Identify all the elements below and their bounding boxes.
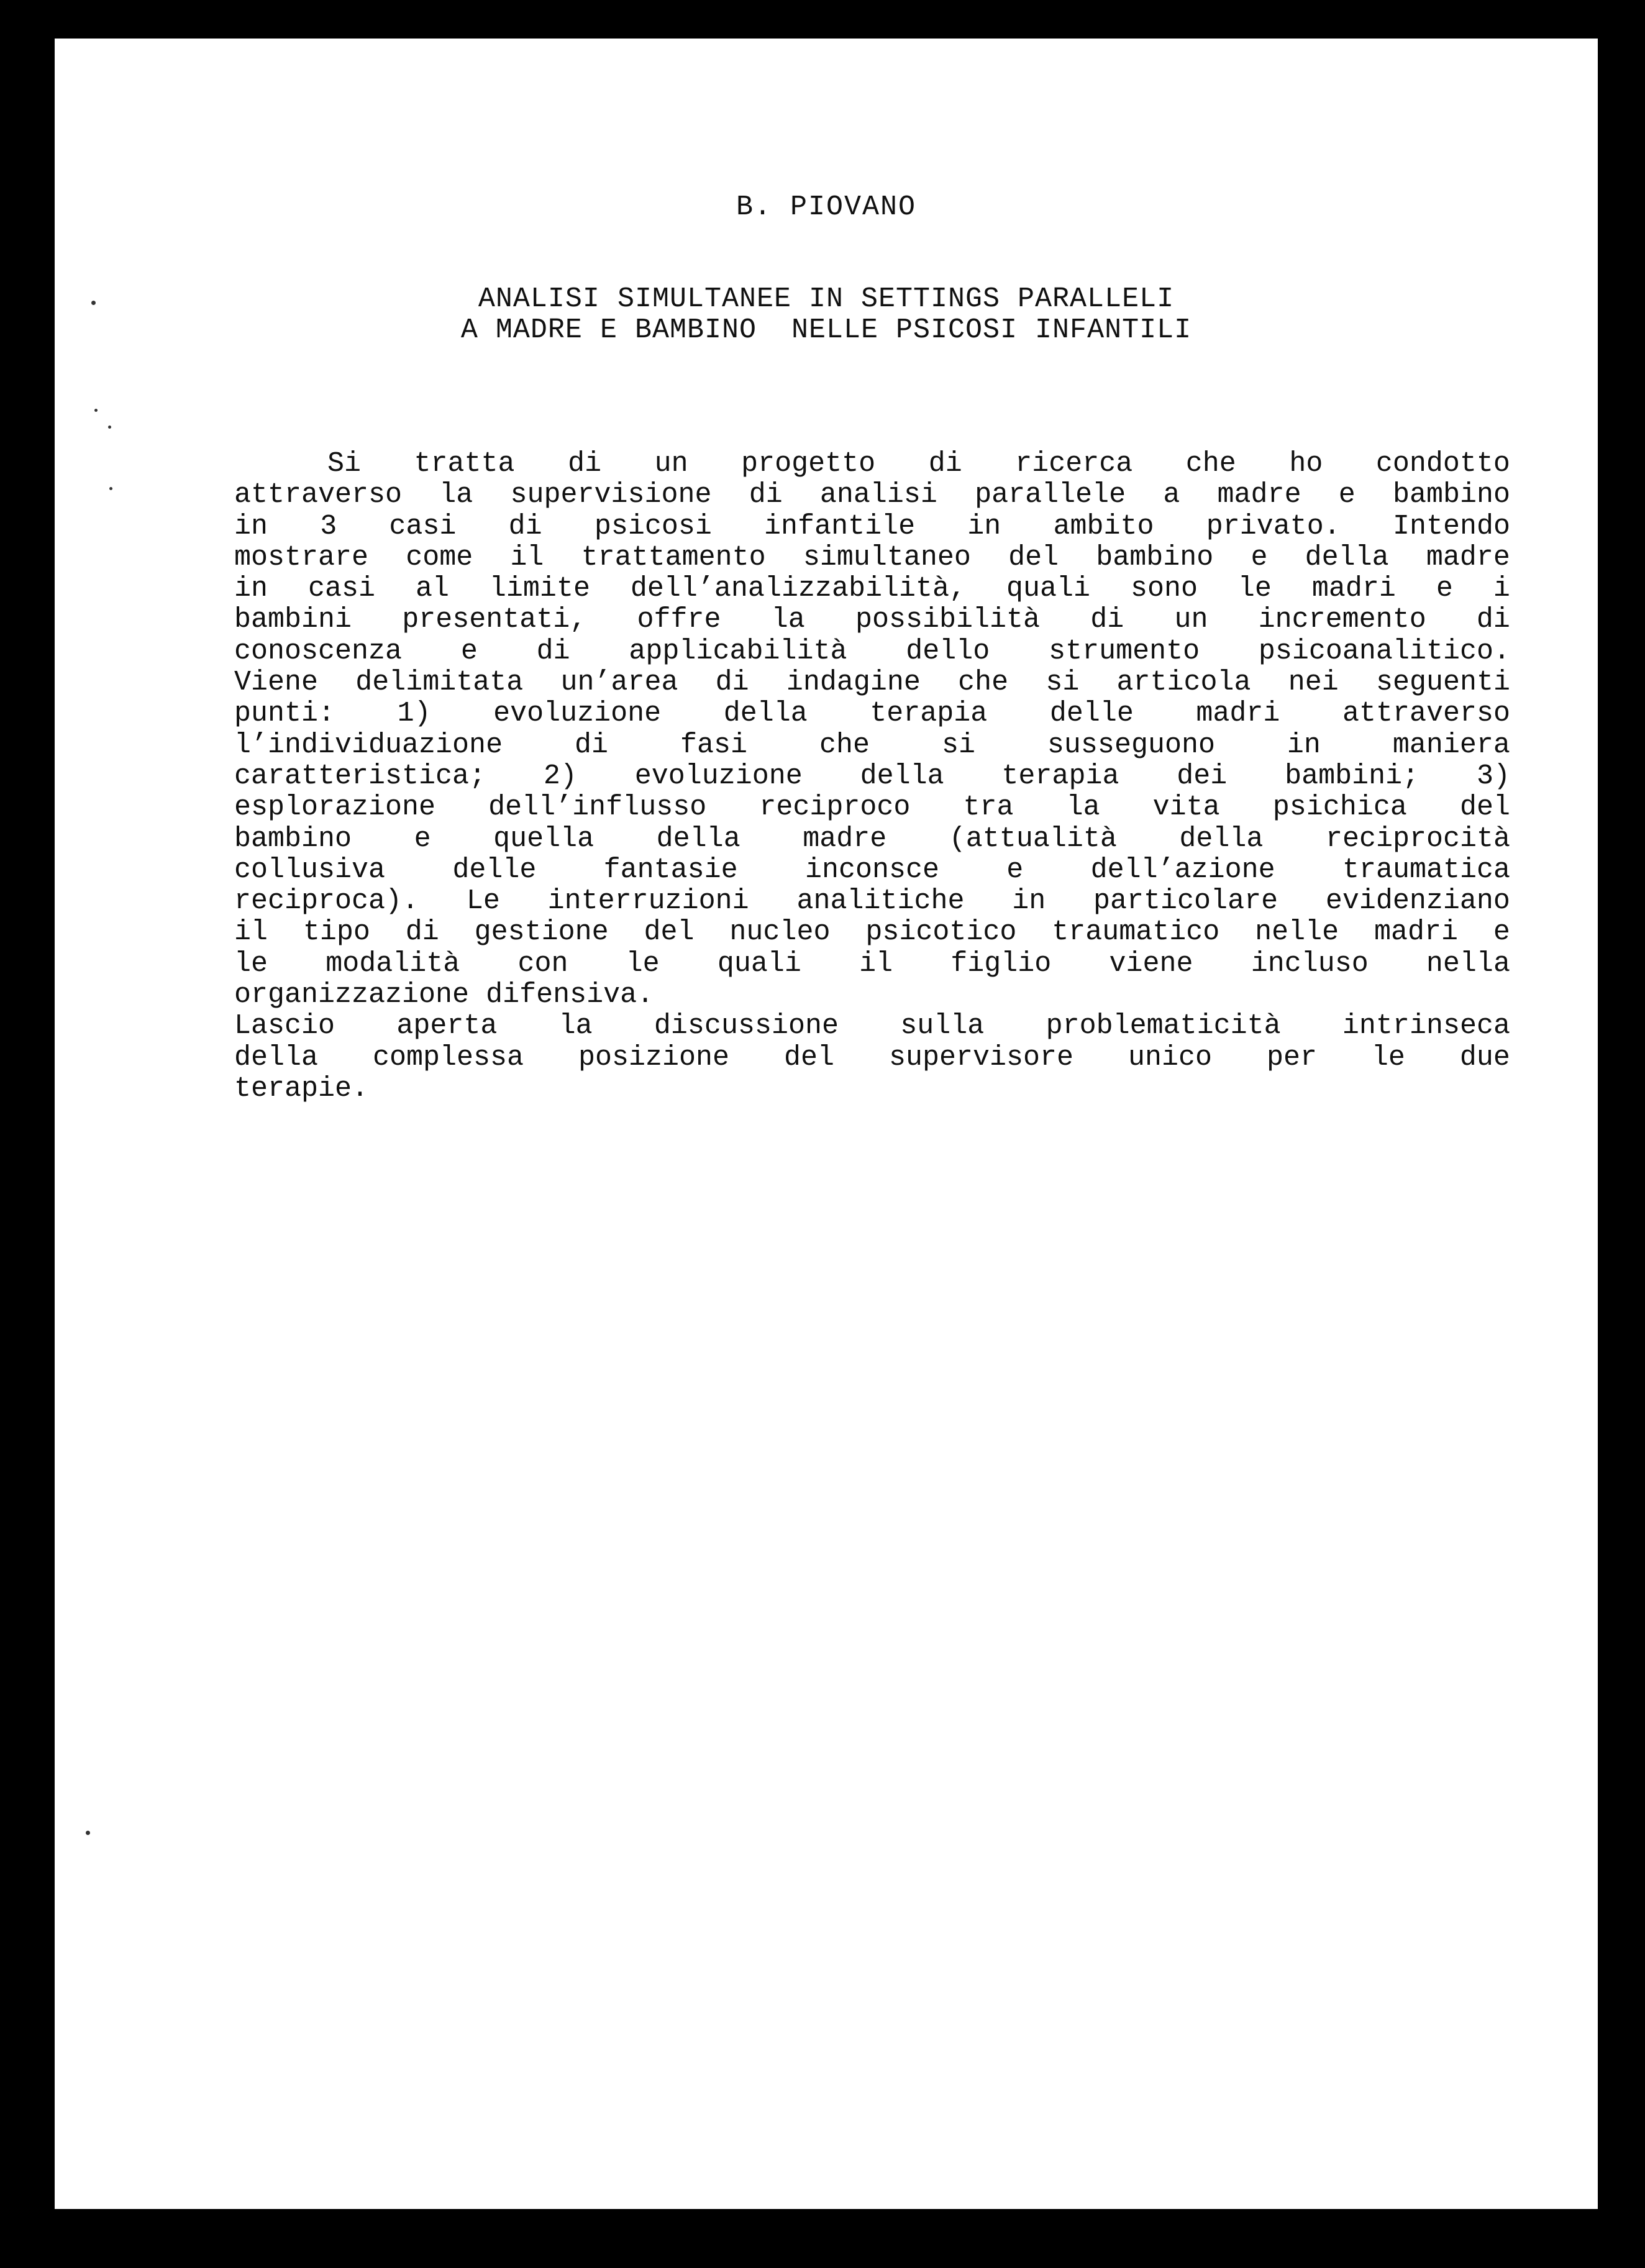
body-word: vita <box>1152 791 1220 824</box>
body-word: e <box>1338 479 1356 511</box>
body-word: di <box>405 916 439 949</box>
abstract-body <box>234 449 1510 1104</box>
body-word: 3) <box>1476 760 1510 792</box>
body-line <box>234 604 1510 635</box>
body-word: che <box>1185 448 1236 480</box>
body-line <box>234 573 1510 604</box>
body-word: di <box>749 479 783 511</box>
body-word: mostrare <box>234 541 369 573</box>
body-word: madri <box>1311 573 1396 605</box>
body-word: reciproca). <box>234 885 419 918</box>
body-word: dello <box>906 635 990 667</box>
author-name: B. PIOVANO <box>736 191 917 223</box>
body-line <box>234 511 1510 542</box>
title-line-2: A MADRE E BAMBINO NELLE PSICOSI INFANTILI <box>460 314 1192 346</box>
body-word: madre <box>1426 541 1510 573</box>
body-line <box>234 449 1510 480</box>
body-line <box>234 980 1510 1011</box>
body-line <box>234 824 1510 855</box>
body-word: della <box>234 1041 319 1073</box>
body-word: madre <box>1217 479 1301 511</box>
body-word: simultaneo <box>803 541 971 573</box>
body-word: della <box>860 760 944 792</box>
body-word: per <box>1266 1041 1317 1073</box>
body-word: complessa <box>372 1041 524 1073</box>
body-word: modalità <box>326 947 460 980</box>
body-word: di <box>1090 604 1124 636</box>
body-line <box>234 636 1510 667</box>
body-word: privato. <box>1206 510 1341 542</box>
body-word: di <box>508 510 542 542</box>
body-word: particolare <box>1093 885 1278 918</box>
body-word: nei <box>1288 667 1339 699</box>
body-word: nella <box>1426 947 1510 980</box>
body-word: incremento <box>1258 604 1426 636</box>
body-word: di <box>536 635 570 667</box>
body-word: intrinseca <box>1342 1010 1510 1042</box>
body-word: analisi <box>819 479 937 511</box>
body-word: della <box>656 822 740 855</box>
body-word: che <box>958 667 1009 699</box>
body-line <box>234 886 1510 917</box>
body-line <box>234 542 1510 573</box>
body-word: 2) <box>543 760 577 792</box>
body-word: susseguono <box>1047 729 1215 761</box>
body-word: che <box>819 729 870 761</box>
body-word: con <box>517 947 568 980</box>
body-line <box>234 792 1510 823</box>
body-word: bambino <box>234 822 352 855</box>
body-word: di <box>575 729 609 761</box>
body-word: il <box>234 916 268 949</box>
body-word: (attualità <box>949 822 1117 855</box>
body-word: si <box>941 729 975 761</box>
body-word: analitiche <box>796 885 965 918</box>
body-line <box>234 698 1510 729</box>
body-word: bambino <box>1096 541 1214 573</box>
body-word: delle <box>1049 698 1134 730</box>
body-word: delimitata <box>355 667 524 699</box>
body-word: ambito <box>1053 510 1154 542</box>
body-word: parallele <box>975 479 1126 511</box>
body-word: e <box>1251 541 1268 573</box>
body-word: i <box>1493 573 1510 605</box>
body-word: del <box>1008 541 1059 573</box>
body-word: Lascio <box>234 1010 335 1042</box>
body-word: bambini <box>234 604 352 636</box>
body-word: reciprocità <box>1325 822 1510 855</box>
body-word: quali <box>717 947 801 980</box>
body-word: nelle <box>1255 916 1339 949</box>
body-word: di <box>1476 604 1510 636</box>
body-word: madri <box>1374 916 1459 949</box>
body-word: aperta <box>396 1010 498 1042</box>
body-word: 1) <box>397 698 431 730</box>
body-word: traumatico <box>1052 916 1220 949</box>
body-word: il <box>510 541 544 573</box>
body-word: in <box>1012 885 1046 918</box>
body-word: interruzioni <box>547 885 749 918</box>
document-page <box>55 39 1598 2209</box>
body-word: della <box>1179 822 1264 855</box>
body-word: evoluzione <box>634 760 803 792</box>
body-word: un <box>1174 604 1208 636</box>
body-word: sono <box>1130 573 1198 605</box>
body-word: figlio <box>950 947 1052 980</box>
body-word: psicotico <box>865 916 1017 949</box>
body-word: fasi <box>680 729 748 761</box>
body-word: si <box>1046 667 1080 699</box>
body-word: infantile <box>764 510 916 542</box>
body-word: possibilità <box>855 604 1041 636</box>
body-word: traumatica <box>1342 854 1510 886</box>
body-word: bambino <box>1392 479 1510 511</box>
body-word: ho <box>1289 448 1323 480</box>
body-word: reciproco <box>759 791 911 824</box>
body-word: incluso <box>1251 947 1369 980</box>
body-word: un’area <box>560 667 678 699</box>
body-word: in <box>967 510 1001 542</box>
body-word: quali <box>1006 573 1090 605</box>
body-word: e <box>460 635 478 667</box>
body-word: quella <box>493 822 595 855</box>
body-word: presentati, <box>402 604 587 636</box>
body-line <box>234 855 1510 886</box>
body-word: psicoanalitico. <box>1258 635 1510 667</box>
body-line <box>234 1011 1510 1042</box>
body-word: e <box>1006 854 1024 886</box>
body-word: Intendo <box>1392 510 1510 542</box>
body-word: problematicità <box>1046 1010 1281 1042</box>
body-word: tipo <box>303 916 370 949</box>
body-line <box>234 730 1510 761</box>
body-word: supervisione <box>510 479 712 511</box>
body-word: madri <box>1196 698 1280 730</box>
body-word: due <box>1459 1041 1510 1073</box>
body-word: la <box>771 604 805 636</box>
body-word: difensiva. <box>486 979 654 1011</box>
body-word: 3 <box>320 510 337 542</box>
body-word: maniera <box>1392 729 1510 761</box>
body-line <box>234 949 1510 980</box>
body-word: Le <box>466 885 500 918</box>
body-word: al <box>415 573 449 605</box>
body-word: organizzazione <box>234 979 470 1011</box>
body-word: del <box>783 1041 834 1073</box>
body-word: e <box>414 822 431 855</box>
body-word: inconsce <box>804 854 940 886</box>
body-word: dell’azione <box>1090 854 1275 886</box>
body-word: le <box>234 947 268 980</box>
body-word: psicosi <box>594 510 712 542</box>
body-word: come <box>406 541 473 573</box>
body-word: del <box>644 916 695 949</box>
body-word: le <box>1371 1041 1405 1073</box>
body-word: del <box>1459 791 1510 824</box>
body-word: la <box>558 1010 593 1042</box>
scan-speck <box>94 409 98 412</box>
body-word: psichica <box>1272 791 1407 824</box>
body-word: supervisore <box>888 1041 1074 1073</box>
body-word: limite <box>489 573 590 605</box>
body-word: le <box>1237 573 1272 605</box>
body-word: articola <box>1116 667 1251 699</box>
body-word: bambini; <box>1285 760 1419 792</box>
body-line <box>234 480 1510 511</box>
body-word: conoscenza <box>234 635 403 667</box>
body-word: terapia <box>1001 760 1119 792</box>
body-word: dei <box>1177 760 1228 792</box>
body-word: esplorazione <box>234 791 436 824</box>
body-word: indagine <box>786 667 921 699</box>
body-word: tra <box>963 791 1014 824</box>
body-word: in <box>1287 729 1321 761</box>
body-word: dell’influsso <box>488 791 707 824</box>
scan-speck <box>86 1831 90 1835</box>
body-word: di <box>715 667 749 699</box>
scan-speck <box>108 426 111 429</box>
body-word: le <box>626 947 660 980</box>
body-word: collusiva <box>234 854 386 886</box>
body-word: unico <box>1128 1041 1212 1073</box>
body-word: di <box>928 448 962 480</box>
body-word: attraverso <box>234 479 403 511</box>
body-word: evidenziano <box>1325 885 1510 918</box>
body-word: un <box>654 448 688 480</box>
body-word: e <box>1493 916 1510 949</box>
body-word: Si <box>327 448 362 480</box>
body-line <box>234 1073 1510 1104</box>
body-word: applicabilità <box>629 635 847 667</box>
body-word: terapia <box>870 698 988 730</box>
body-word: trattamento <box>581 541 766 573</box>
body-word: della <box>1305 541 1389 573</box>
body-line <box>234 761 1510 792</box>
body-word: terapie. <box>234 1072 369 1104</box>
body-word: sulla <box>900 1010 985 1042</box>
body-word: ricerca <box>1015 448 1133 480</box>
body-word: caratteristica; <box>234 760 486 792</box>
body-word: progetto <box>741 448 876 480</box>
body-word: delle <box>452 854 537 886</box>
body-word: gestione <box>474 916 609 949</box>
body-word: a <box>1163 479 1180 511</box>
body-line <box>234 667 1510 698</box>
body-word: della <box>723 698 808 730</box>
body-word: Viene <box>234 667 319 699</box>
body-word: in <box>234 573 268 605</box>
body-word: la <box>1066 791 1100 824</box>
body-word: in <box>234 510 268 542</box>
body-word: attraverso <box>1342 698 1510 730</box>
body-word: e <box>1436 573 1453 605</box>
body-word: di <box>568 448 602 480</box>
body-word: offre <box>637 604 721 636</box>
body-line <box>234 1042 1510 1073</box>
body-word: dell’analizzabilità, <box>630 573 966 605</box>
body-word: condotto <box>1375 448 1510 480</box>
document-title <box>55 284 1598 346</box>
body-word: fantasie <box>603 854 738 886</box>
body-word: madre <box>803 822 887 855</box>
body-word: casi <box>389 510 457 542</box>
body-word: la <box>439 479 473 511</box>
body-word: evoluzione <box>493 698 662 730</box>
body-word: punti: <box>234 698 335 730</box>
body-word: posizione <box>578 1041 730 1073</box>
body-word: l’individuazione <box>234 729 503 761</box>
body-word: nucleo <box>729 916 831 949</box>
body-word: viene <box>1109 947 1193 980</box>
body-line <box>234 917 1510 948</box>
body-word: strumento <box>1049 635 1200 667</box>
body-word: discussione <box>654 1010 839 1042</box>
body-word: casi <box>308 573 375 605</box>
title-line-1: ANALISI SIMULTANEE IN SETTINGS PARALLELI <box>478 283 1175 315</box>
scan-speck <box>109 487 112 490</box>
body-word: il <box>859 947 893 980</box>
body-word: seguenti <box>1375 667 1510 699</box>
body-word: tratta <box>414 448 515 480</box>
